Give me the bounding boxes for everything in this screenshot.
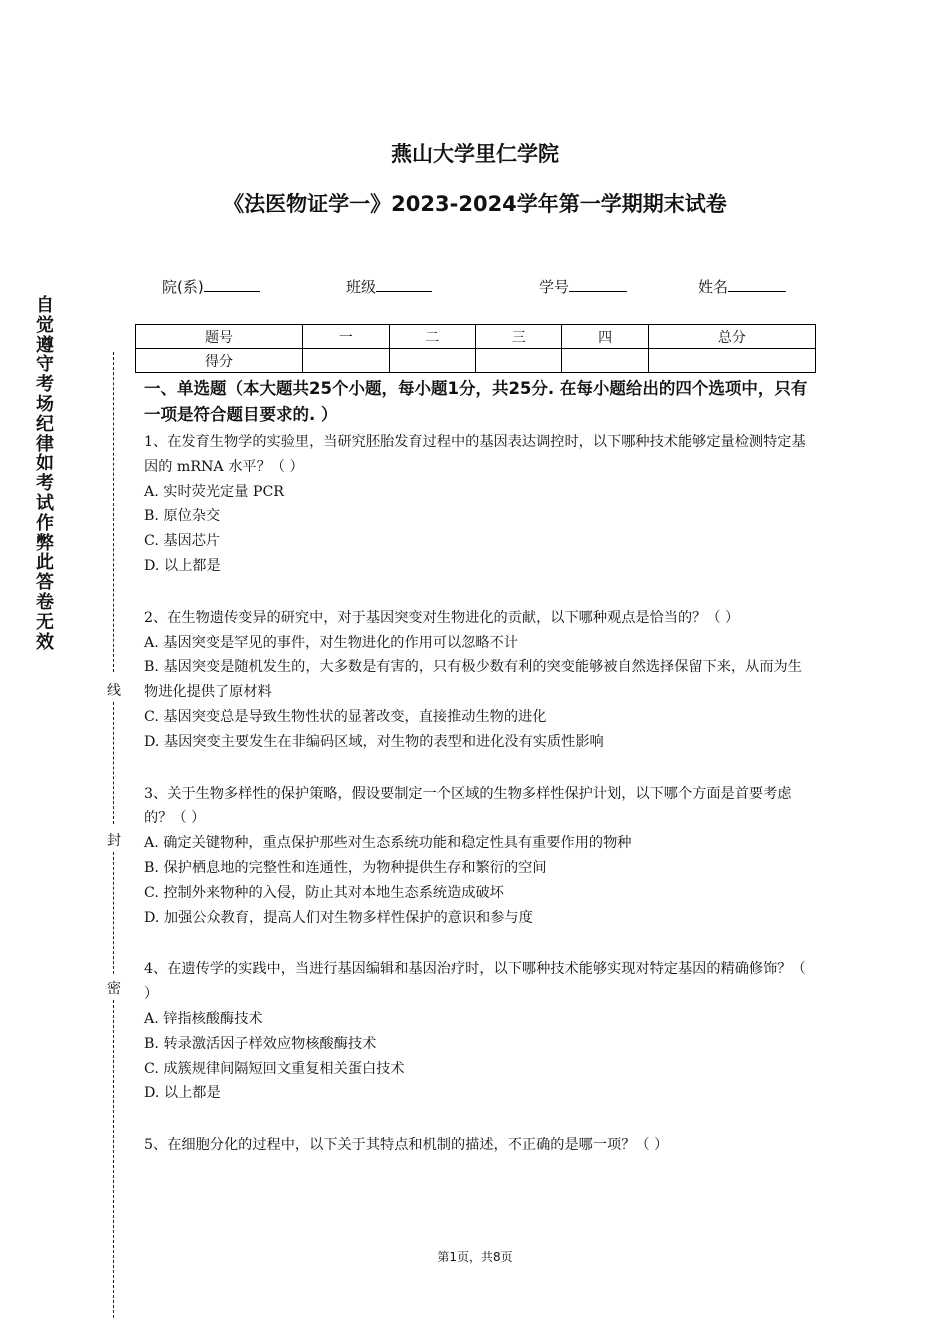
question-stem: 4、在遗传学的实践中，当进行基因编辑和基因治疗时，以下哪种技术能够实现对特定基因的精确修饰？（ ） [144,961,806,1003]
class-field [346,276,432,297]
student-id-label: 学号 [539,278,570,296]
option: D. 加强公众教育，提高人们对生物多样性保护的意识和参与度 [144,909,533,926]
name-blank[interactable] [728,276,786,292]
option: D. 以上都是 [144,1085,221,1102]
student-id-field [539,276,627,297]
score-row-label: 得分 [136,349,303,373]
header-cell: 四 [562,325,648,349]
department-field [162,276,260,297]
option: C. 基因突变总是导致生物性状的显著改变，直接推动生物的进化 [144,708,547,725]
exam-content [144,376,814,1158]
score-cell[interactable] [475,349,561,373]
question-stem: 2、在生物遗传变异的研究中，对于基因突变对生物进化的贡献，以下哪种观点是恰当的？（ ） [144,609,740,626]
binding-line-4 [113,1000,114,1318]
question-4 [144,957,814,1106]
name-field [698,276,786,297]
option: A. 确定关键物种，重点保护那些对生态系统功能和稳定性具有重要作用的物种 [144,835,632,852]
option: A. 基因突变是罕见的事件，对生物进化的作用可以忽略不计 [144,634,518,651]
binding-mark-seal: 封 [107,833,121,849]
score-cell[interactable] [562,349,648,373]
header-cell: 总分 [648,325,815,349]
score-cell[interactable] [648,349,815,373]
option: A. 锌指核酸酶技术 [144,1010,263,1027]
section-title: 一、单选题（本大题共25个小题，每小题1分，共25分. 在每小题给出的四个选项中，只有一项是符合题目要求的. ） [144,379,808,424]
score-cell[interactable] [389,349,475,373]
exam-title: 《法医物证学一》2023-2024学年第一学期期末试卷 [223,192,727,216]
name-label: 姓名 [698,278,729,296]
option: C. 控制外来物种的入侵，防止其对本地生态系统造成破坏 [144,884,504,901]
discipline-notice: 自觉遵守考场纪律如考试作弊此答卷无效 [36,295,54,653]
score-cell[interactable] [303,349,389,373]
question-stem: 5、在细胞分化的过程中，以下关于其特点和机制的描述，不正确的是哪一项？（ ） [144,1137,669,1154]
page-footer: 第1页，共8页 [437,1250,513,1264]
option: C. 基因芯片 [144,533,221,550]
header-cell: 三 [475,325,561,349]
class-label: 班级 [346,278,377,296]
school-name: 燕山大学里仁学院 [391,142,559,166]
question-3 [144,782,814,931]
option: A. 实时荧光定量 PCR [144,483,284,500]
score-table [135,324,816,373]
question-2 [144,606,814,755]
student-id-blank[interactable] [569,276,627,292]
department-label: 院(系) [162,278,204,296]
question-5 [144,1133,814,1158]
header-cell: 题号 [136,325,303,349]
option: D. 基因突变主要发生在非编码区域，对生物的表型和进化没有实质性影响 [144,733,604,750]
option: B. 基因突变是随机发生的，大多数是有害的，只有极少数有利的突变能够被自然选择保留下来，从而为生物进化提供了原材料 [144,659,802,701]
binding-mark-secret: 密 [107,981,121,997]
binding-line-1 [113,352,114,672]
option: B. 保护栖息地的完整性和连通性，为物种提供生存和繁衍的空间 [144,859,547,876]
question-stem: 3、关于生物多样性的保护策略，假设要制定一个区域的生物多样性保护计划，以下哪个方面是首要考虑的？（ ） [144,785,792,827]
option: B. 转录激活因子样效应物核酸酶技术 [144,1035,377,1052]
binding-line-2 [113,702,114,824]
score-table-header-row [136,325,816,349]
binding-mark-line: 线 [107,683,121,699]
score-table-score-row [136,349,816,373]
option: C. 成簇规律间隔短回文重复相关蛋白技术 [144,1060,405,1077]
department-blank[interactable] [204,276,260,292]
binding-line-3 [113,852,114,974]
question-1 [144,430,814,579]
question-stem: 1、在发育生物学的实验里，当研究胚胎发育过程中的基因表达调控时，以下哪种技术能够定量检测特定基因的 mRNA 水平？（ ） [144,434,806,475]
option: B. 原位杂交 [144,508,221,525]
header-cell: 二 [389,325,475,349]
option: D. 以上都是 [144,557,221,574]
header-cell: 一 [303,325,389,349]
class-blank[interactable] [376,276,432,292]
